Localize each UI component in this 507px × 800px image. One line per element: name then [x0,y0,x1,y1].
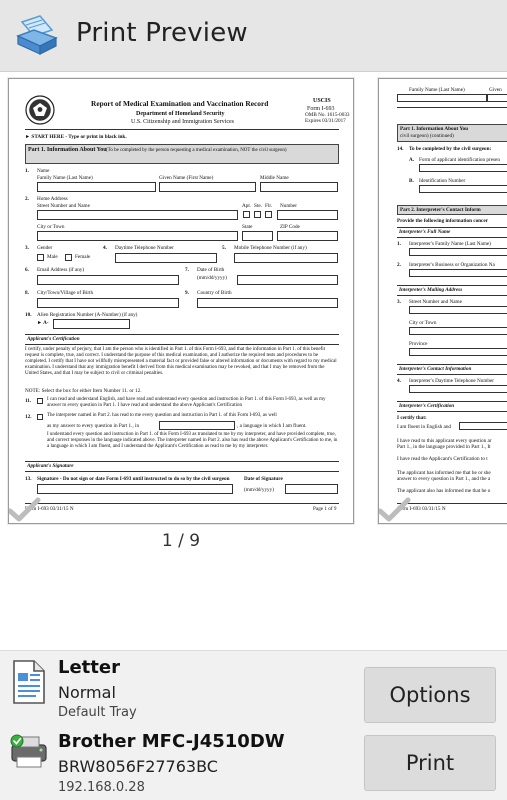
daytime-phone-field[interactable] [115,253,217,263]
state-field[interactable] [242,231,273,241]
email-field[interactable] [37,275,179,285]
printer-icon [8,729,50,771]
ste-checkbox[interactable] [254,211,261,218]
family-name-field[interactable] [37,182,156,192]
street-field[interactable] [37,210,238,220]
male-checkbox[interactable] [37,254,44,261]
page-title: Print Preview [76,18,248,48]
apt-number-field[interactable] [277,210,338,220]
paper-tray: Default Tray [58,705,137,720]
page-counter: 1 / 9 [161,531,201,551]
printer-selector[interactable] [0,725,356,800]
signature-date-field[interactable] [285,484,338,494]
print-quality: Normal [58,683,116,702]
city-field[interactable] [37,231,238,241]
q11-checkbox[interactable] [37,398,43,404]
part1-desc: (To be completed by the person requesting a medical examination, NOT the civil surgeon) [106,148,287,153]
apt-checkbox[interactable] [243,211,250,218]
dhs-seal-icon [25,95,55,125]
mobile-phone-field[interactable] [234,253,338,263]
form-expires: Expires 03/31/2017 [305,118,346,124]
language-field[interactable] [159,421,235,430]
form-omb: OMB No. 1615-0033 [305,112,350,118]
dob-field[interactable] [237,275,338,285]
birth-country-field[interactable] [197,298,338,308]
start-here: ► START HERE - Type or print in black ink. [25,134,127,140]
form-uscis: USCIS [313,98,331,104]
a-number-field[interactable] [53,319,130,329]
paper-settings-icon [8,659,48,707]
female-checkbox[interactable] [65,254,72,261]
paper-settings[interactable] [0,651,356,723]
form-agency: U.S. Citizenship and Immigration Services [131,119,234,125]
form-title: Report of Medical Examination and Vaccination Record [91,99,269,108]
paper-size: Letter [58,657,120,678]
cert-text: I certify, under penalty of perjury, that I am the person who is identified in Part 1. of this Form I-693, and that the information in Part 1. of this benefit request is complete, true, and correct. I understand the purpose of this medical examination, and I authorize the required tests and procedures to be completed. I certify that I have not willfully misrepresented a material fact or provided false or altered information or documents with regard to my medical examination. I understand that any immigration benefit I derived from this medical examination may be revoked, and that I may be removed from the United States, and that I may be subject to civil or criminal penalties. [25,347,337,377]
printer-name: Brother MFC-J4510DW [58,731,285,752]
signature-field[interactable] [37,484,233,494]
settings-panel [0,650,507,800]
app-header [0,0,507,72]
given-name-field[interactable] [159,182,256,192]
printer-id: BRW8056F27763BC [58,757,218,776]
birth-city-field[interactable] [37,298,179,308]
page-selected-check-icon[interactable] [378,497,411,523]
printer-ip: 192.168.0.28 [58,780,145,795]
q12-checkbox[interactable] [37,414,43,420]
flr-checkbox[interactable] [265,211,272,218]
zip-field[interactable] [277,231,338,241]
options-button[interactable]: Options [364,667,496,723]
form-dept: Department of Homeland Security [136,111,225,117]
preview-area[interactable] [0,72,507,650]
preview-page-2[interactable]: Family Name (Last Name) Given Part 1. Information About You civil surgeon) (continued) 14. To be completed by the civil surgeon: A. Form of applicant identification presen B. Identification Number Part 2. Interpreter's Contact Inform Provide the following information concer Interpreter's Full Name 1. Interpreter's Family Name (Last Name) 2. Interpreter's Business or Organization Na Interpreter's Mailing Address 3. Street Number and Name City or Town Province Interpreter's Contact Information 4. Interpreter's Daytime Telephone Number Interpreter's Certification I certify that: I am fluent in English and I have read to this applicant every question ar Part 1., in the language provided in Part 1., It I have read the Applicant's Certification to t The applicant has informed me that he or she answer to every question in Part 1., and the a The applicant also has informed me that he o Form I-693 03/31/15 N [378,78,507,524]
middle-name-field[interactable] [260,182,338,192]
page-selected-check-icon[interactable] [8,497,41,523]
print-preview-icon [14,12,60,58]
form-number: Form I-693 [307,106,335,112]
preview-page-1[interactable]: Report of Medical Examination and Vaccination Record Department of Homeland Security U.S. Citizenship and Immigration Services USCIS Form I-693 OMB No. 1615-0033 Expires 03/31/2017 ► START HERE - Type or print in black ink. Part 1. Information About You (To be completed by the person requesting a medical examination, NOT the civil surgeon) 1. Name Family Name (Last Name) Given Name (First Name) Middle Name 2. Home Address Street Number and Name Apt. Ste. Flr. Number City or Town State ZIP Code 3. Gender Male Female 4. Daytime Telephone Number 5. Mobile Telephone Number (if any) 6. Email Address (if any) 7. Date of Birth (mm/dd/yyyy) 8. City/Town/Village of Birth 9. Country of Birth 10. Alien Registration Number (A-Number) (if any) ► A- Applicant's Certification I certify, under penalty of perjury, that I am the person who is identified in Part 1. of this Form I-693, and that the information in Part 1. of this benefit request is complete, true, and correct. I understand the purpose of this medical examination, and I authorize the required tests and procedures to be completed. I certify that I have not willfully misrepresented a material fact or provided false or altered information or documents with regard to my medical examination. I understand that any immigration benefit I derived from this medical examination may be revoked, and that I may be removed from the United States, and that I may be subject to civil or criminal penalties. NOTE: Select the box for either Item Number 11. or 12. 11. I can read and understand English, and have read and understand every question and instruction in Part 1. of this Form I-693, as well as my answer to every question in Part 1. I have read and understand the above Applicant's Certification 12. The interpreter named in Part 2. has read to me every question and instruction in Part 1. of this Form I-693, as well as my answer to every question in Part 1., in , a language in which I am fluent. I understand every question and instruction in Part 1. of this Form I-693 as translated to me by my interpreter, and have provided complete, true, and correct responses in the language indicated above. The interpreter named in Part 2. also has read the above Applicant's Certification to me, in a language in which I am fluent, and I understand the Applicant's Certification as read to me by my interpreter. Applicant's Signature 13. Signature - Do not sign or date Form I-693 until instructed to do so by the civil surgeon Date of Signature (mm/dd/yyyy) Form I-693 03/31/15 N Page 1 of 9 [8,78,354,524]
print-button[interactable]: Print [364,735,496,791]
